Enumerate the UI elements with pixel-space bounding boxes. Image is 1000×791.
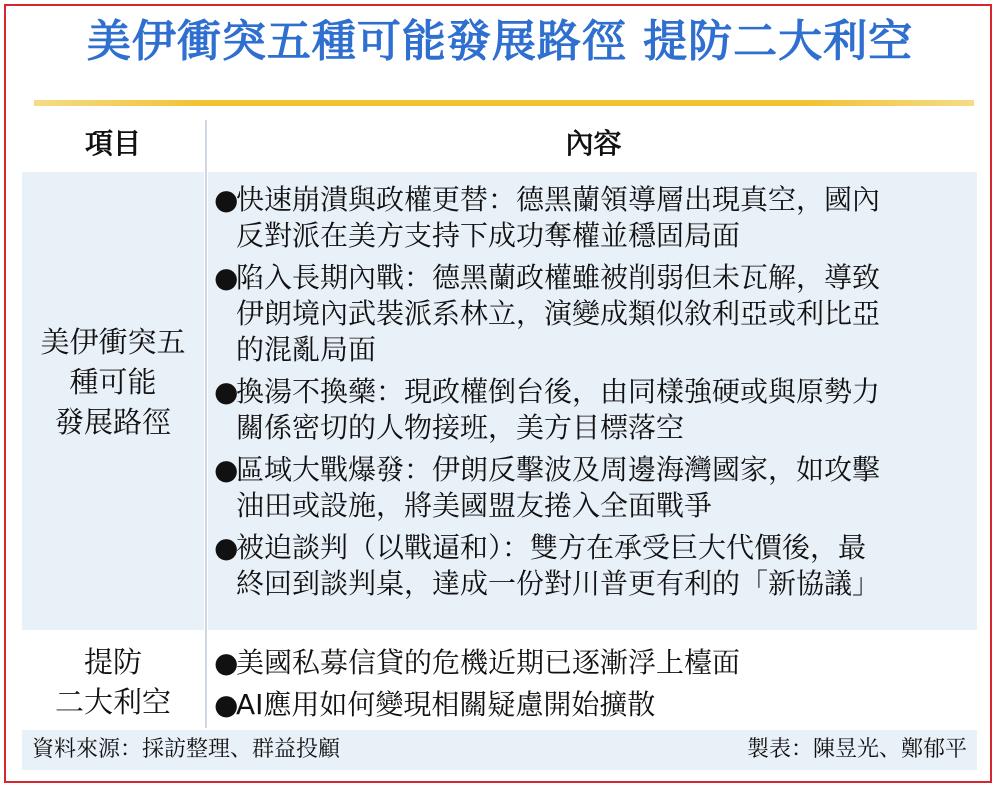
list-item <box>214 452 969 524</box>
header-content: 內容 <box>565 127 622 160</box>
bullet: ● <box>214 183 239 216</box>
bullet: ● <box>214 688 239 721</box>
row1-label <box>22 322 204 442</box>
list-item <box>214 645 969 681</box>
source-note: 資料來源：採訪整理、群益投顧 <box>32 737 341 762</box>
title-divider <box>34 100 974 106</box>
bullet: ● <box>214 375 239 408</box>
bullet: ● <box>214 261 239 294</box>
point-line: 油田或設施，將美國盟友捲入全面戰爭 <box>236 489 713 522</box>
maker-credit: 製表：陳昱光、鄭郁平 <box>746 737 967 762</box>
row2-label-line: 二大利空 <box>54 685 171 719</box>
point-line: 換湯不換藥：現政權倒台後，由同樣強硬或與原勢力 <box>236 375 881 408</box>
point-line: 陷入長期內戰：德黑蘭政權雖被削弱但未瓦解，導致 <box>236 261 881 294</box>
point-line: 被迫談判（以戰逼和）：雙方在承受巨大代價後，最 <box>236 531 867 564</box>
point-line: 區域大戰爆發：伊朗反擊波及周邊海灣國家，如攻擊 <box>236 453 881 486</box>
footer-bar <box>22 730 977 770</box>
list-item <box>214 530 969 602</box>
point-line: 終回到談判桌，達成一份對川普更有利的「新協議」 <box>236 567 881 600</box>
column-divider <box>205 120 207 728</box>
bullet: ● <box>214 531 239 564</box>
bullet: ● <box>214 646 239 679</box>
list-item <box>214 182 969 254</box>
point-line: 快速崩潰與政權更替：德黑蘭領導層出現真空，國內 <box>236 183 881 216</box>
page-title: 美伊衝突五種可能發展路徑 提防二大利空 <box>86 16 914 67</box>
row1-points <box>214 182 969 608</box>
point-line: 伊朗境內武裝派系林立，演變成類似敘利亞或利比亞 <box>236 297 881 330</box>
bullet: ● <box>214 453 239 486</box>
point-line: AI應用如何變現相關疑慮開始擴散 <box>236 688 656 721</box>
list-item <box>214 687 969 723</box>
point-line: 關係密切的人物接班，美方目標落空 <box>236 411 685 444</box>
point-line: 的混亂局面 <box>236 333 377 366</box>
row1-label-line: 美伊衝突五 <box>40 325 186 359</box>
row2-label <box>22 642 204 722</box>
header-item: 項目 <box>84 127 141 160</box>
row1-label-line: 種可能 <box>69 365 157 399</box>
point-line: 反對派在美方支持下成功奪權並穩固局面 <box>236 219 741 252</box>
point-line: 美國私募信貸的危機近期已逐漸浮上檯面 <box>236 646 741 679</box>
row1-label-line: 發展路徑 <box>54 405 171 439</box>
row2-points <box>214 645 969 729</box>
row2-label-line: 提防 <box>83 645 142 679</box>
list-item <box>214 260 969 368</box>
table-header <box>22 120 977 168</box>
list-item <box>214 374 969 446</box>
